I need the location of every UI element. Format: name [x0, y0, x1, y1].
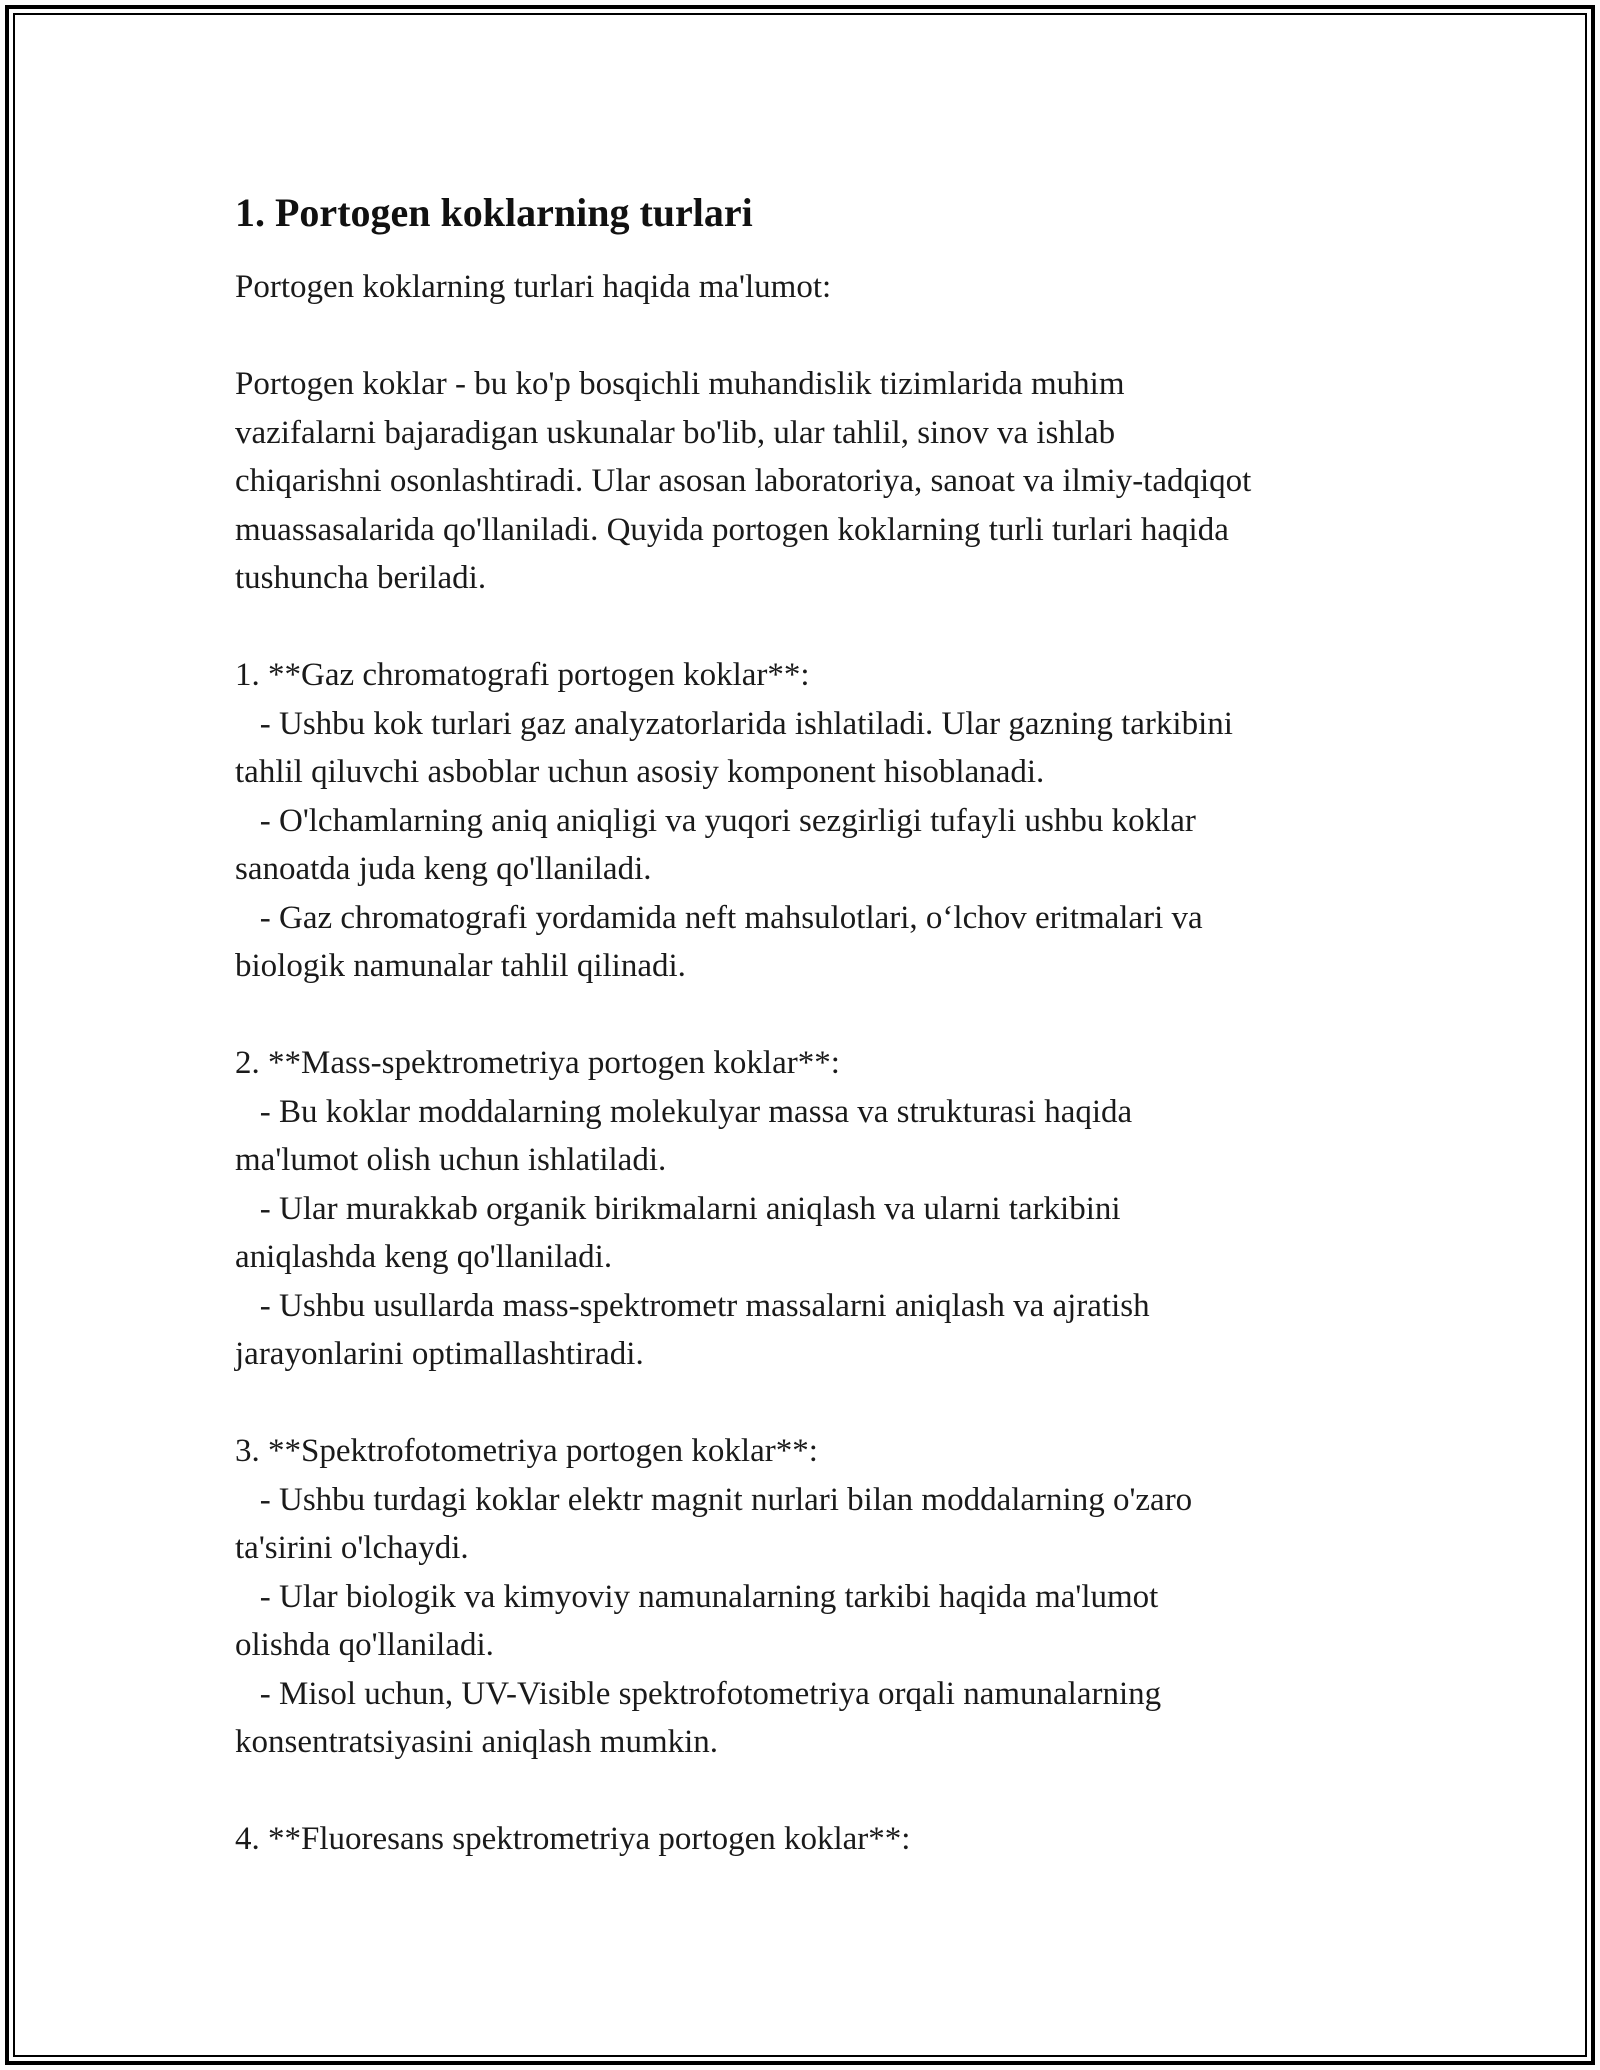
text-line: 2. **Mass-spektrometriya portogen koklar**: [235, 1045, 840, 1081]
document-body [235, 187, 1395, 1864]
text-line: aniqlashda keng qo'llaniladi. [235, 1239, 613, 1275]
text-line: konsentratsiyasini aniqlash mumkin. [235, 1724, 719, 1760]
text-line: 1. **Gaz chromatografi portogen koklar**: [235, 657, 810, 693]
text-line: Portogen koklarning turlari haqida ma'lumot: [235, 269, 832, 305]
text-line: - Ushbu kok turlari gaz analyzatorlarida ishlatiladi. Ular gazning tarkibini [235, 705, 1233, 742]
text-line: - Bu koklar moddalarning molekulyar massa va strukturasi haqida [235, 1093, 1133, 1130]
text-line: 4. **Fluoresans spektrometriya portogen koklar**: [235, 1821, 911, 1857]
text-line: - Gaz chromatografi yordamida neft mahsulotlari, o‘lchov eritmalari va [235, 899, 1203, 936]
text-lines [235, 263, 1395, 1864]
text-line: - Ushbu turdagi koklar elektr magnit nurlari bilan moddalarning o'zaro [235, 1481, 1193, 1518]
text-line: ma'lumot olish uchun ishlatiladi. [235, 1142, 667, 1178]
text-line [235, 1767, 1395, 1816]
text-line: - Ular biologik va kimyoviy namunalarning tarkibi haqida ma'lumot [235, 1578, 1159, 1615]
text-line [235, 603, 1395, 652]
text-line: olishda qo'llaniladi. [235, 1627, 494, 1663]
text-line: tushuncha beriladi. [235, 560, 487, 596]
text-line: - Misol uchun, UV-Visible spektrofotometriya orqali namunalarning [235, 1675, 1162, 1712]
text-line: vazifalarni bajaradigan uskunalar bo'lib, ular tahlil, sinov va ishlab [235, 414, 1116, 451]
text-line [235, 312, 1395, 361]
text-line [235, 991, 1395, 1040]
text-line: sanoatda juda keng qo'llaniladi. [235, 851, 652, 887]
text-line: 3. **Spektrofotometriya portogen koklar**: [235, 1433, 818, 1469]
text-line: biologik namunalar tahlil qilinadi. [235, 948, 686, 984]
section-heading: 1. Portogen koklarning turlari [235, 190, 753, 235]
text-line: - Ular murakkab organik birikmalarni aniqlash va ularni tarkibini [235, 1190, 1121, 1227]
text-line: Portogen koklar - bu ko'p bosqichli muhandislik tizimlarida muhim [235, 366, 1125, 402]
text-line: tahlil qiluvchi asboblar uchun asosiy komponent hisoblanadi. [235, 754, 1045, 790]
text-line: - O'lchamlarning aniq aniqligi va yuqori sezgirligi tufayli ushbu koklar [235, 802, 1196, 839]
text-line: chiqarishni osonlashtiradi. Ular asosan laboratoriya, sanoat va ilmiy-tadqiqot [235, 463, 1252, 499]
text-line: - Ushbu usullarda mass-spektrometr massalarni aniqlash va ajratish [235, 1287, 1150, 1324]
text-line: ta'sirini o'lchaydi. [235, 1530, 469, 1566]
text-line: muassasalarida qo'llaniladi. Quyida portogen koklarning turli turlari haqida [235, 511, 1229, 548]
text-line: jarayonlarini optimallashtiradi. [235, 1336, 644, 1372]
text-line [235, 1379, 1395, 1428]
